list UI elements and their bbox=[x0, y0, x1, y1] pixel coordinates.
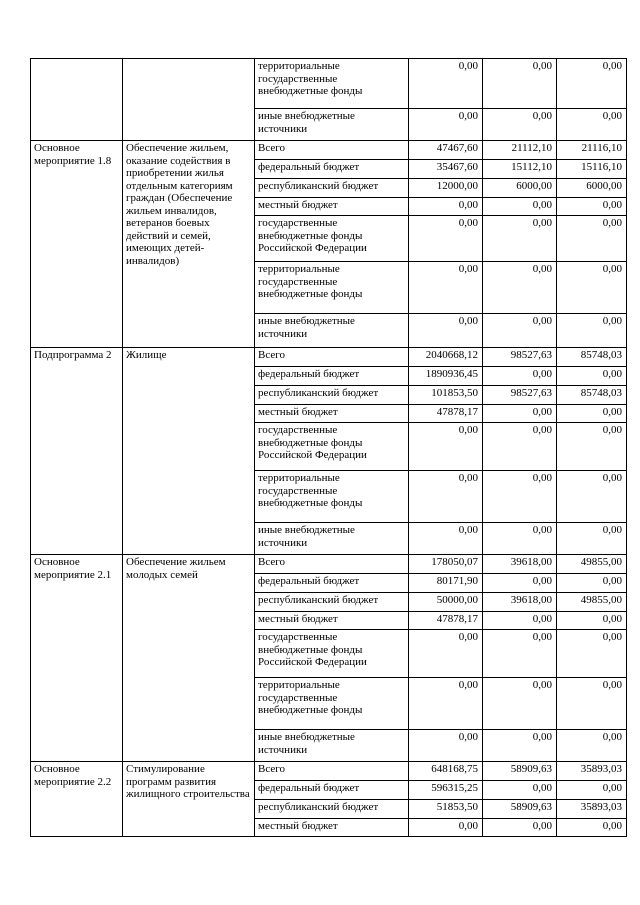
table-row bbox=[31, 348, 627, 367]
amount-cell-1: 12000,00 bbox=[409, 179, 483, 198]
amount-cell-3: 0,00 bbox=[557, 612, 627, 630]
program-code-cell: Основное мероприятие 1.8 bbox=[31, 141, 123, 348]
amount-cell-3: 0,00 bbox=[557, 216, 627, 262]
funding-source-cell: иные внебюджетные источники bbox=[255, 314, 409, 348]
table-row bbox=[31, 141, 627, 160]
amount-cell-2: 0,00 bbox=[483, 730, 557, 762]
amount-cell-1: 0,00 bbox=[409, 262, 483, 314]
amount-cell-3: 49855,00 bbox=[557, 593, 627, 612]
amount-cell-3: 21116,10 bbox=[557, 141, 627, 160]
amount-cell-1: 2040668,12 bbox=[409, 348, 483, 367]
funding-source-cell: республиканский бюджет bbox=[255, 593, 409, 612]
funding-source-cell: территориальные государственные внебюджетные фонды bbox=[255, 59, 409, 109]
amount-cell-3: 6000,00 bbox=[557, 179, 627, 198]
amount-cell-1: 648168,75 bbox=[409, 762, 483, 781]
amount-cell-2: 15112,10 bbox=[483, 160, 557, 179]
funding-source-cell: федеральный бюджет bbox=[255, 574, 409, 593]
amount-cell-3: 0,00 bbox=[557, 405, 627, 423]
program-code-cell: Подпрограмма 2 bbox=[31, 348, 123, 555]
funding-source-cell: государственные внебюджетные фонды Российской Федерации bbox=[255, 216, 409, 262]
amount-cell-2: 0,00 bbox=[483, 630, 557, 678]
amount-cell-2: 0,00 bbox=[483, 819, 557, 837]
program-title-cell bbox=[123, 59, 255, 141]
funding-source-cell: федеральный бюджет bbox=[255, 781, 409, 800]
amount-cell-2: 98527,63 bbox=[483, 386, 557, 405]
amount-cell-1: 51853,50 bbox=[409, 800, 483, 819]
amount-cell-1: 0,00 bbox=[409, 471, 483, 523]
amount-cell-1: 0,00 bbox=[409, 314, 483, 348]
amount-cell-3: 0,00 bbox=[557, 630, 627, 678]
amount-cell-3: 0,00 bbox=[557, 471, 627, 523]
amount-cell-3: 0,00 bbox=[557, 262, 627, 314]
funding-source-cell: федеральный бюджет bbox=[255, 160, 409, 179]
amount-cell-1: 47467,60 bbox=[409, 141, 483, 160]
table-row bbox=[31, 555, 627, 574]
amount-cell-3: 85748,03 bbox=[557, 348, 627, 367]
amount-cell-3: 85748,03 bbox=[557, 386, 627, 405]
amount-cell-1: 101853,50 bbox=[409, 386, 483, 405]
amount-cell-2: 0,00 bbox=[483, 471, 557, 523]
amount-cell-2: 0,00 bbox=[483, 367, 557, 386]
funding-source-cell: местный бюджет bbox=[255, 612, 409, 630]
amount-cell-1: 0,00 bbox=[409, 59, 483, 109]
amount-cell-3: 0,00 bbox=[557, 198, 627, 216]
funding-source-cell: местный бюджет bbox=[255, 819, 409, 837]
amount-cell-2: 39618,00 bbox=[483, 593, 557, 612]
funding-source-cell: Всего bbox=[255, 141, 409, 160]
table-row bbox=[31, 59, 627, 109]
amount-cell-1: 596315,25 bbox=[409, 781, 483, 800]
amount-cell-1: 47878,17 bbox=[409, 612, 483, 630]
program-code-cell: Основное мероприятие 2.2 bbox=[31, 762, 123, 837]
amount-cell-2: 0,00 bbox=[483, 612, 557, 630]
funding-source-cell: республиканский бюджет bbox=[255, 179, 409, 198]
amount-cell-2: 0,00 bbox=[483, 198, 557, 216]
amount-cell-1: 178050,07 bbox=[409, 555, 483, 574]
amount-cell-3: 0,00 bbox=[557, 819, 627, 837]
amount-cell-1: 50000,00 bbox=[409, 593, 483, 612]
amount-cell-1: 80171,90 bbox=[409, 574, 483, 593]
amount-cell-2: 58909,63 bbox=[483, 762, 557, 781]
amount-cell-2: 0,00 bbox=[483, 523, 557, 555]
funding-source-cell: местный бюджет bbox=[255, 405, 409, 423]
funding-source-cell: местный бюджет bbox=[255, 198, 409, 216]
funding-source-cell: государственные внебюджетные фонды Российской Федерации bbox=[255, 423, 409, 471]
funding-source-cell: Всего bbox=[255, 555, 409, 574]
program-title-cell: Обеспечение жильем молодых семей bbox=[123, 555, 255, 762]
amount-cell-2: 0,00 bbox=[483, 405, 557, 423]
funding-source-cell: территориальные государственные внебюджетные фонды bbox=[255, 262, 409, 314]
amount-cell-3: 49855,00 bbox=[557, 555, 627, 574]
amount-cell-1: 0,00 bbox=[409, 630, 483, 678]
amount-cell-1: 35467,60 bbox=[409, 160, 483, 179]
amount-cell-1: 0,00 bbox=[409, 423, 483, 471]
funding-source-cell: государственные внебюджетные фонды Российской Федерации bbox=[255, 630, 409, 678]
amount-cell-1: 0,00 bbox=[409, 819, 483, 837]
program-title-cell: Жилище bbox=[123, 348, 255, 555]
amount-cell-3: 0,00 bbox=[557, 730, 627, 762]
amount-cell-2: 0,00 bbox=[483, 59, 557, 109]
amount-cell-3: 35893,03 bbox=[557, 762, 627, 781]
program-title-cell: Обеспечение жильем, оказание содействия в приобретении жилья отдельным категориям граждан (Обеспечение жильем инвалидов, ветеранов боевых действий и семей, имеющих детей-инвалидов) bbox=[123, 141, 255, 348]
amount-cell-2: 39618,00 bbox=[483, 555, 557, 574]
amount-cell-2: 0,00 bbox=[483, 781, 557, 800]
funding-source-cell: территориальные государственные внебюджетные фонды bbox=[255, 678, 409, 730]
amount-cell-3: 0,00 bbox=[557, 678, 627, 730]
amount-cell-3: 0,00 bbox=[557, 59, 627, 109]
amount-cell-3: 0,00 bbox=[557, 781, 627, 800]
amount-cell-3: 0,00 bbox=[557, 367, 627, 386]
amount-cell-1: 0,00 bbox=[409, 216, 483, 262]
amount-cell-1: 0,00 bbox=[409, 730, 483, 762]
amount-cell-1: 0,00 bbox=[409, 523, 483, 555]
amount-cell-2: 6000,00 bbox=[483, 179, 557, 198]
amount-cell-2: 0,00 bbox=[483, 314, 557, 348]
amount-cell-2: 98527,63 bbox=[483, 348, 557, 367]
funding-source-cell: федеральный бюджет bbox=[255, 367, 409, 386]
amount-cell-2: 0,00 bbox=[483, 423, 557, 471]
funding-source-cell: Всего bbox=[255, 762, 409, 781]
funding-source-cell: Всего bbox=[255, 348, 409, 367]
amount-cell-2: 21112,10 bbox=[483, 141, 557, 160]
funding-source-cell: республиканский бюджет bbox=[255, 800, 409, 819]
table-row bbox=[31, 762, 627, 781]
amount-cell-2: 0,00 bbox=[483, 262, 557, 314]
amount-cell-2: 0,00 bbox=[483, 574, 557, 593]
amount-cell-3: 0,00 bbox=[557, 109, 627, 141]
funding-source-cell: территориальные государственные внебюджетные фонды bbox=[255, 471, 409, 523]
funding-source-cell: иные внебюджетные источники bbox=[255, 109, 409, 141]
funding-source-cell: республиканский бюджет bbox=[255, 386, 409, 405]
amount-cell-3: 0,00 bbox=[557, 314, 627, 348]
funding-source-cell: иные внебюджетные источники bbox=[255, 523, 409, 555]
amount-cell-3: 0,00 bbox=[557, 574, 627, 593]
amount-cell-2: 58909,63 bbox=[483, 800, 557, 819]
amount-cell-2: 0,00 bbox=[483, 216, 557, 262]
program-code-cell bbox=[31, 59, 123, 141]
amount-cell-1: 1890936,45 bbox=[409, 367, 483, 386]
funding-source-cell: иные внебюджетные источники bbox=[255, 730, 409, 762]
amount-cell-3: 0,00 bbox=[557, 423, 627, 471]
amount-cell-1: 0,00 bbox=[409, 678, 483, 730]
amount-cell-3: 0,00 bbox=[557, 523, 627, 555]
budget-table-body bbox=[31, 59, 627, 837]
amount-cell-1: 0,00 bbox=[409, 198, 483, 216]
amount-cell-1: 0,00 bbox=[409, 109, 483, 141]
amount-cell-2: 0,00 bbox=[483, 109, 557, 141]
budget-table bbox=[30, 58, 627, 837]
amount-cell-2: 0,00 bbox=[483, 678, 557, 730]
amount-cell-3: 35893,03 bbox=[557, 800, 627, 819]
amount-cell-1: 47878,17 bbox=[409, 405, 483, 423]
program-code-cell: Основное мероприятие 2.1 bbox=[31, 555, 123, 762]
program-title-cell: Стимулирование программ развития жилищного строительства bbox=[123, 762, 255, 837]
amount-cell-3: 15116,10 bbox=[557, 160, 627, 179]
